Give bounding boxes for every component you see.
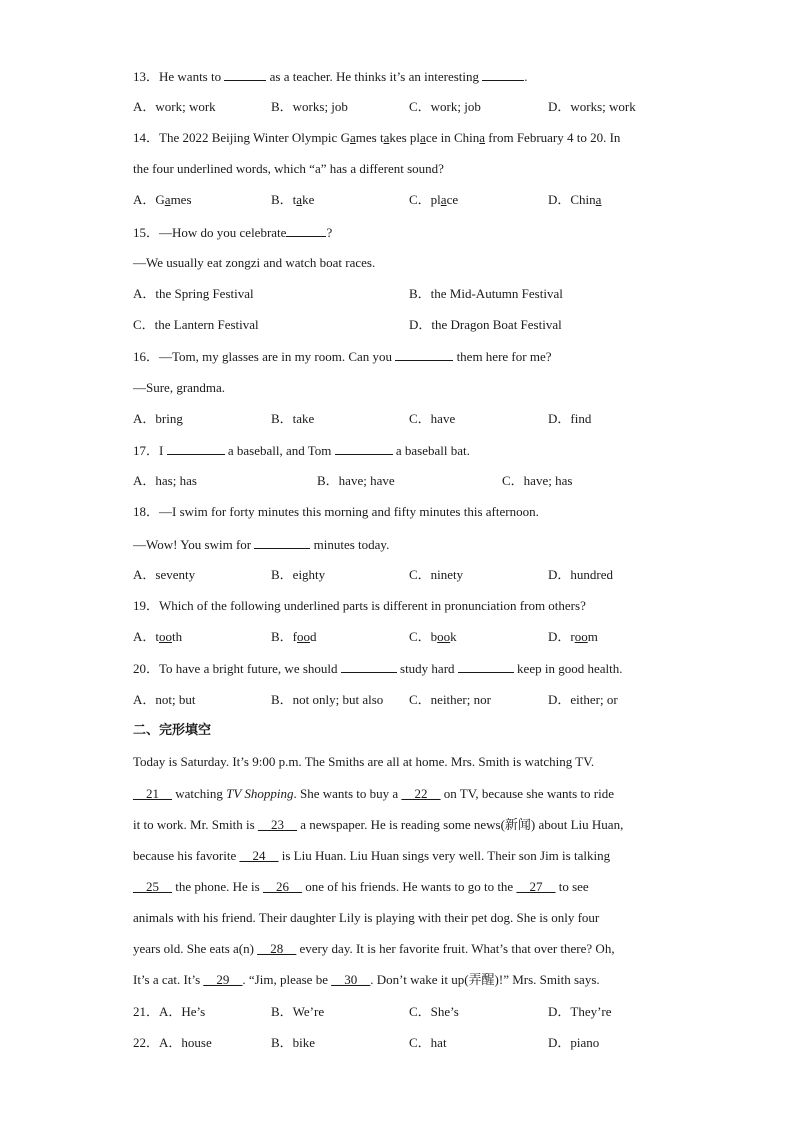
q19-option-a-underline: oo [159,629,173,644]
question-13 [133,68,528,85]
q16-text-end: them here for me? [453,349,552,364]
q13-option-b: B．works; job [271,99,348,114]
passage-text: It’s a cat. It’s [133,972,204,987]
q14-text: 14．The 2022 Beijing Winter Olympic G [133,130,350,145]
q21-option-a: 21．A．He’s [133,1004,206,1019]
q19-option-c-post: k [450,629,457,644]
q14-option-c-pre: C．pl [409,192,441,207]
passage-line-1: Today is Saturday. It’s 9:00 p.m. The Smiths are all at home. Mrs. Smith is watching TV. [133,754,595,769]
q14-underline-1: a [349,130,356,145]
q16-blank [395,348,453,361]
passage-text: watching [172,786,227,801]
q15-text: 15．—How do you celebrate [133,225,287,240]
q17-text-c: a baseball bat. [392,443,470,458]
q16-option-c: C．have [409,411,456,426]
q14-underline-3: a [420,130,426,145]
passage-line-4 [133,848,610,864]
q17-text-b: a baseball, and Tom [224,443,335,458]
q14-option-d-pre: D．Chin [548,192,596,207]
q18-option-a: A．seventy [133,567,196,582]
q19-option-b-pre: B．f [271,629,298,644]
question-19: 19．Which of the following underlined parts is different in pronunciation from others? [133,598,586,613]
q13-text-a: 13．He wants to [133,69,225,84]
passage-line-7 [133,941,615,957]
q14-underline-2: a [383,130,390,145]
q20-text-a: 20．To have a bright future, we should [133,661,341,676]
passage-text: on TV, because she wants to ride [440,786,614,801]
passage-text: . “Jim, please be [242,972,332,987]
passage-text: every day. It is her favorite fruit. What’s that over there? Oh, [296,941,615,956]
q15-text-end: ? [326,225,333,240]
q14-option-a-post: mes [170,192,192,207]
passage-line-6: animals with his friend. Their daughter Lily is playing with their pet dog. She is only four [133,910,600,925]
passage-line-2 [133,786,614,802]
q13-text-c: . [524,69,528,84]
q16-text: 16．—Tom, my glasses are in my room. Can you [133,349,396,364]
passage-text: a newspaper. He is reading some news(新闻) about Liu Huan, [296,817,624,832]
q14-text: ce in Chin [425,130,480,145]
q14-option-a-underline: a [164,192,171,207]
blank-29: __29__ [203,972,243,987]
passage-line-5 [133,879,589,895]
q14-text: mes t [355,130,384,145]
q15-option-b: B．the Mid-Autumn Festival [409,286,563,301]
q14-option-c-underline: a [440,192,447,207]
q22-option-a: 22．A．house [133,1035,212,1050]
q20-text-c: keep in good health. [513,661,623,676]
blank-26: __26__ [262,879,302,894]
q19-option-c-underline: oo [437,629,451,644]
q13-option-d: D．works; work [548,99,636,114]
passage-text: one of his friends. He wants to go to the [301,879,517,894]
blank-21: __21__ [133,786,172,801]
q14-option-d [548,192,601,208]
passage-text: is Liu Huan. Liu Huan sings very well. Their son Jim is talking [278,848,611,863]
q20-option-d: D．either; or [548,692,618,707]
q20-option-b: B．not only; but also [271,692,384,707]
q19-option-a-pre: A．t [133,629,160,644]
q14-option-b [271,192,314,208]
passage-text: to see [555,879,589,894]
q18-option-c: C．ninety [409,567,464,582]
passage-text: years old. She eats a(n) [133,941,258,956]
q14-option-b-underline: a [296,192,303,207]
q20-blank-2 [458,660,514,673]
q16-option-d: D．find [548,411,592,426]
passage-line-8 [133,972,600,988]
q19-option-b-underline: oo [297,629,311,644]
q15-option-d: D．the Dragon Boat Festival [409,317,562,332]
q19-option-d-underline: oo [574,629,588,644]
q19-option-c-pre: C．b [409,629,438,644]
q14-text: kes pl [389,130,421,145]
question-17 [133,442,470,459]
question-15-line-2: —We usually eat zongzi and watch boat races. [133,255,376,270]
q21-option-b: B．We’re [271,1004,325,1019]
q14-option-b-pre: B．t [271,192,297,207]
q19-option-c [409,629,457,645]
question-18-line-1: 18．—I swim for forty minutes this morning and fifty minutes this afternoon. [133,504,539,519]
blank-28: __28__ [257,941,297,956]
section-heading-cloze: 二、完形填空 [133,723,212,738]
q14-text: from February 4 to 20. In [485,130,621,145]
passage-italic-title: TV Shopping [226,786,294,801]
q17-option-c: C．have; has [502,473,573,488]
q16-option-b: B．take [271,411,315,426]
q13-option-c: C．work; job [409,99,481,114]
q20-text-b: study hard [396,661,458,676]
q16-option-a: A．bring [133,411,183,426]
q19-option-b [271,629,317,645]
q18-text: —Wow! You swim for [133,537,255,552]
q21-option-c: C．She’s [409,1004,459,1019]
q17-option-a: A．has; has [133,473,197,488]
q19-option-d-post: m [587,629,598,644]
blank-22: __22__ [401,786,441,801]
q15-blank [286,224,326,237]
q18-text-end: minutes today. [310,537,390,552]
passage-text: because his favorite [133,848,240,863]
q14-option-c-post: ce [446,192,459,207]
passage-text: . Don’t wake it up(弄醒)!” Mrs. Smith says. [370,972,600,987]
passage-line-3 [133,817,623,833]
question-16-line-2: —Sure, grandma. [133,380,226,395]
q14-option-d-underline: a [595,192,602,207]
q22-option-c: C．hat [409,1035,447,1050]
q19-option-a-post: th [172,629,183,644]
q18-option-b: B．eighty [271,567,326,582]
q15-option-c: C．the Lantern Festival [133,317,259,332]
q17-option-b: B．have; have [317,473,395,488]
q21-option-d: D．They’re [548,1004,612,1019]
question-14-line-2: the four underlined words, which “a” has a different sound? [133,161,444,176]
blank-23: __23__ [257,817,297,832]
q19-option-b-post: d [310,629,317,644]
q13-blank-1 [224,68,266,81]
q22-option-d: D．piano [548,1035,600,1050]
q15-option-a: A．the Spring Festival [133,286,254,301]
q14-option-c [409,192,458,208]
q19-option-a [133,629,182,645]
q19-option-d-pre: D．r [548,629,575,644]
blank-24: __24__ [239,848,279,863]
blank-30: __30__ [331,972,371,987]
q13-blank-2 [482,68,524,81]
q20-option-c: C．neither; nor [409,692,491,707]
q13-text-b: as a teacher. He thinks it’s an interesting [266,69,483,84]
q19-option-d [548,629,598,645]
question-20 [133,660,622,677]
passage-text: it to work. Mr. Smith is [133,817,258,832]
q20-blank-1 [341,660,397,673]
question-16-line-1 [133,348,552,365]
q17-blank-1 [167,442,225,455]
q22-option-b: B．bike [271,1035,316,1050]
q14-underline-4: a [479,130,486,145]
q14-option-a [133,192,192,208]
question-15-line-1 [133,224,332,241]
blank-27: __27__ [516,879,556,894]
passage-text: the phone. He is [172,879,263,894]
q20-option-a: A．not; but [133,692,196,707]
blank-25: __25__ [133,879,172,894]
q14-option-a-pre: A．G [133,192,165,207]
q14-option-b-post: ke [302,192,315,207]
q18-blank [254,536,310,549]
q17-text-a: 17．I [133,443,167,458]
q13-option-a: A．work; work [133,99,216,114]
question-14-line-1 [133,130,620,146]
q17-blank-2 [335,442,393,455]
q18-option-d: D．hundred [548,567,613,582]
passage-text: . She wants to buy a [293,786,402,801]
question-18-line-2 [133,536,389,553]
